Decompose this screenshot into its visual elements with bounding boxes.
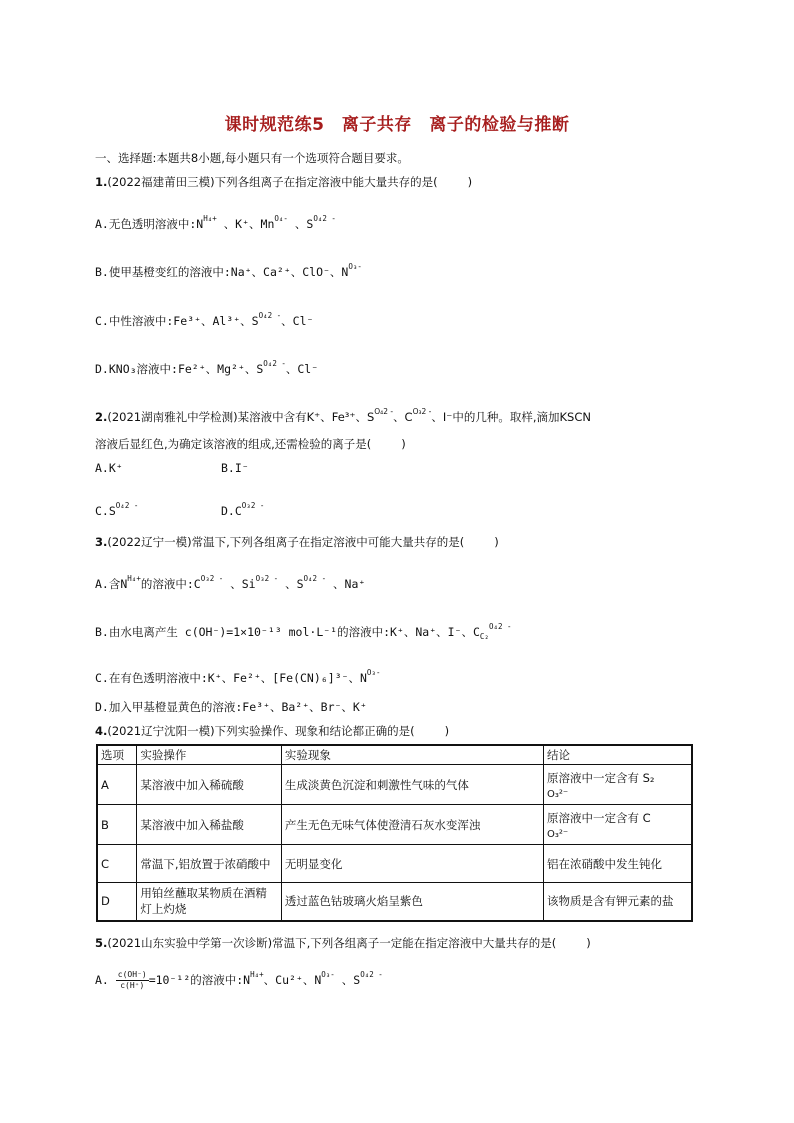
question-1-option-c	[95, 311, 313, 329]
question-text: 溶液后显红色,为确定该溶液的组成,还需检验的离子是(	[95, 437, 372, 451]
table-header: 实验现象	[281, 745, 543, 765]
question-number: 3.	[95, 535, 108, 549]
question-1-option-a	[95, 214, 336, 232]
question-3-option-a	[95, 574, 365, 592]
question-4-stem	[95, 723, 449, 739]
table-cell: 某溶液中加入稀盐酸	[137, 805, 282, 845]
option-text: C.在有色透明溶液中:K⁺、Fe²⁺、[Fe(CN)₆]³⁻、N	[95, 671, 367, 685]
ion-sub: O₃	[412, 407, 422, 416]
question-text: (2022辽宁一模)常温下,下列各组离子在指定溶液中可能大量共存的是(	[107, 535, 465, 549]
ion-sub: O₃	[255, 574, 265, 583]
ion-charge: 2 -	[272, 359, 286, 368]
ion-charge: 2 -	[209, 574, 224, 583]
ion-sub: O₄	[263, 359, 273, 368]
table-cell: B	[97, 805, 137, 845]
option-text: 、S	[285, 577, 304, 591]
ion-charge: 2 -	[322, 214, 336, 223]
table-cell: 某溶液中加入稀硫酸	[137, 765, 282, 805]
ion-charge: -	[283, 214, 288, 223]
ion-charge: 2 -	[312, 574, 327, 583]
section-heading: 一、选择题:本题共8小题,每小题只有一个选项符合题目要求。	[95, 151, 409, 165]
table-row	[97, 805, 692, 845]
question-1-option-b	[95, 262, 362, 280]
option-text: 、K⁺、Mn	[223, 217, 275, 231]
question-3-option-d: D.加入甲基橙显黄色的溶液:Fe³⁺、Ba²⁺、Br⁻、K⁺	[95, 700, 367, 714]
ion-charge: -	[330, 970, 335, 979]
question-text: 、I⁻中的几种。取样,滴加KSCN	[431, 410, 591, 424]
ion-sub: O₄	[274, 214, 284, 223]
option-d	[221, 501, 265, 518]
question-number: 4.	[95, 724, 108, 738]
option-text: 、Na⁺	[333, 577, 366, 591]
table-cell: 铝在浓硝酸中发生钝化	[543, 845, 692, 883]
option-text: C.S	[95, 504, 116, 518]
option-text: D.C	[221, 504, 242, 518]
table-cell: A	[97, 765, 137, 805]
option-a: A.K⁺	[95, 461, 123, 475]
fraction-numerator: c(OH⁻)	[117, 970, 147, 979]
ion-charge: 2 -	[383, 407, 394, 416]
ion-charge: -	[357, 262, 362, 271]
table-cell: 产生无色无味气体使澄清石灰水变浑浊	[281, 805, 543, 845]
fraction-denominator: c(H⁺)	[120, 981, 145, 990]
question-text: (2021湖南雅礼中学检测)某溶液中含有K⁺、Fe³⁺、S	[107, 410, 375, 424]
ion-sub: O₄	[360, 970, 370, 979]
ion-sub: C₂	[479, 632, 489, 641]
table-header: 选项	[97, 745, 137, 765]
question-3-option-b	[95, 622, 512, 641]
ion-sub: O₄	[488, 622, 498, 631]
question-number: 5.	[95, 936, 108, 950]
option-text: 、Cl⁻	[281, 314, 314, 328]
ion-charge: 2 -	[264, 574, 279, 583]
option-c	[95, 501, 221, 518]
question-2-stem	[95, 407, 591, 425]
option-text: 、Cu²⁺、N	[263, 973, 322, 987]
table-header-row	[97, 745, 692, 765]
table-cell: 用铂丝蘸取某物质在酒精灯上灼烧	[137, 883, 282, 921]
option-text: C.中性溶液中:Fe³⁺、Al³⁺、S	[95, 314, 259, 328]
ion-charge: 2 -	[267, 311, 282, 320]
answer-close: )	[467, 175, 473, 189]
question-number: 1.	[95, 175, 108, 189]
table-cell: D	[97, 883, 137, 921]
question-2-options-ab	[95, 461, 249, 475]
answer-close: )	[586, 936, 591, 950]
cell-text: 原溶液中一定含有 S₂	[546, 770, 655, 785]
option-text: 、Cl⁻	[285, 362, 319, 376]
option-letter: A.	[95, 973, 109, 987]
answer-close: )	[444, 724, 450, 738]
table-row	[97, 883, 692, 921]
question-5-stem	[95, 935, 591, 951]
ion-sub: O₄	[115, 501, 125, 510]
ion-sub: O₄	[374, 407, 384, 416]
ion-charge: 2 -	[124, 501, 139, 510]
table-row	[97, 845, 692, 883]
ion-charge: 2 -	[369, 970, 383, 979]
question-5-option-a	[95, 970, 383, 991]
question-3-option-c	[95, 668, 380, 686]
ion-sub: H₄	[250, 970, 260, 979]
question-2-options-cd	[95, 501, 264, 518]
option-text: =10⁻¹²的溶液中:N	[148, 973, 251, 987]
option-text: D.KNO₃溶液中:Fe²⁺、Mg²⁺、S	[95, 362, 264, 376]
ion-charge: 2 -	[497, 622, 512, 631]
table-cell: C	[97, 845, 137, 883]
ion-charge: +	[212, 214, 217, 223]
table-cell: 透过蓝色钴玻璃火焰呈紫色	[281, 883, 543, 921]
ion-charge: -	[375, 668, 381, 677]
ion-sub: O₄	[313, 214, 323, 223]
question-2-line-2	[95, 436, 406, 452]
answer-close: )	[494, 535, 499, 549]
ion-sub: O₃	[241, 501, 251, 510]
ion-sub: O₃	[200, 574, 210, 583]
option-text: A.无色透明溶液中:N	[95, 217, 204, 231]
question-number: 2.	[95, 410, 108, 424]
ion-sub: O₃	[366, 668, 376, 677]
ion-sub: O₃	[321, 970, 331, 979]
table-cell: 常温下,铝放置于浓硝酸中	[137, 845, 282, 883]
question-1-stem	[95, 174, 472, 190]
question-text: (2021山东实验中学第一次诊断)常温下,下列各组离子一定能在指定溶液中大量共存的是(	[107, 936, 557, 950]
table-row	[97, 765, 692, 805]
option-text: B.使甲基橙变红的溶液中:Na⁺、Ca²⁺、ClO⁻、N	[95, 265, 349, 279]
experiment-table	[96, 744, 693, 922]
ion-sub: O₃	[348, 262, 358, 271]
ion-charge: +	[136, 574, 141, 583]
table-cell: 无明显变化	[281, 845, 543, 883]
option-text: 、S	[341, 973, 361, 987]
table-cell: 该物质是含有钾元素的盐	[543, 883, 692, 921]
table-header: 结论	[543, 745, 692, 765]
ion-sub: O₄	[258, 311, 268, 320]
ion-sub: H₄	[127, 574, 137, 583]
ion-charge: 2 -	[250, 501, 265, 510]
option-b: B.I⁻	[221, 461, 249, 475]
option-text: B.由水电离产生 c(OH⁻)=1×10⁻¹³ mol·L⁻¹的溶液中:K⁺、Na⁺、I⁻、C	[95, 625, 480, 639]
question-1-option-d	[95, 359, 318, 377]
option-text: 、Si	[230, 577, 256, 591]
table-cell	[543, 765, 692, 805]
option-text: A.含N	[95, 577, 128, 591]
option-text: 、S	[294, 217, 314, 231]
ion-charge: 2 -	[421, 407, 432, 416]
option-text: 的溶液中:C	[140, 577, 201, 591]
cell-text: O₃²⁻	[546, 788, 569, 800]
question-text: (2021辽宁沈阳一模)下列实验操作、现象和结论都正确的是(	[107, 724, 415, 738]
ion-charge: +	[259, 970, 264, 979]
page-title: 课时规范练5 离子共存 离子的检验与推断	[224, 115, 570, 135]
table-header: 实验操作	[137, 745, 282, 765]
question-3-stem	[95, 534, 499, 550]
table-cell: 生成淡黄色沉淀和刺激性气味的气体	[281, 765, 543, 805]
answer-close: )	[401, 437, 406, 451]
concentration-ratio	[116, 970, 149, 991]
ion-sub: O₄	[303, 574, 313, 583]
question-text: (2022福建莆田三模)下列各组离子在指定溶液中能大量共存的是(	[107, 175, 438, 189]
question-text: 、C	[393, 410, 413, 424]
cell-text: 原溶液中一定含有 C	[546, 810, 651, 825]
cell-text: O₃²⁻	[546, 828, 569, 840]
ion-sub: H₄	[203, 214, 213, 223]
table-cell	[543, 805, 692, 845]
